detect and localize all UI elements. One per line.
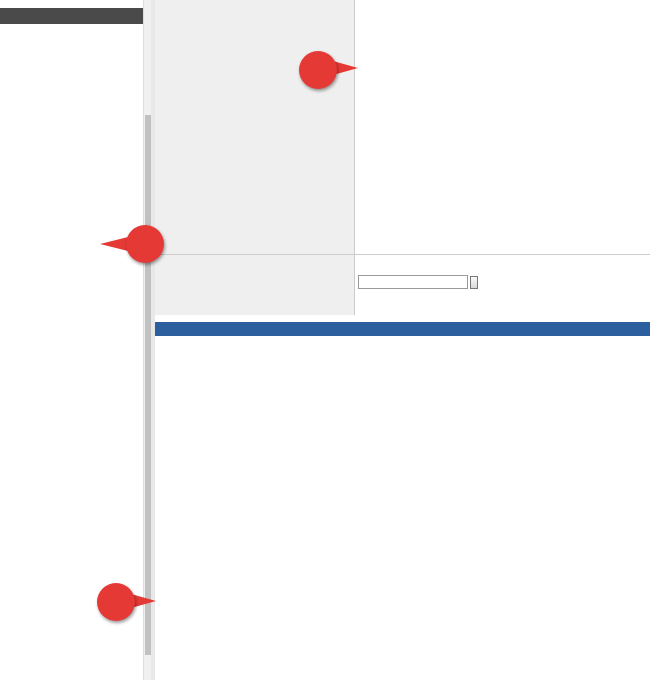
browse-rules-section [155,0,650,254]
search-section [155,254,650,314]
callout-1-arrow [100,237,128,251]
search-button[interactable] [470,276,478,289]
sidebar [0,0,143,680]
rule-search-input[interactable] [358,275,468,289]
callout-3 [97,583,135,621]
sidebar-scrollbar[interactable] [143,0,151,680]
search-results-header [155,322,650,336]
main-content [155,0,650,680]
callout-1 [126,225,164,263]
search-label-cell [155,255,355,315]
callout-2 [299,51,337,89]
browse-label-cell [155,0,355,254]
help-support-heading [0,8,143,24]
